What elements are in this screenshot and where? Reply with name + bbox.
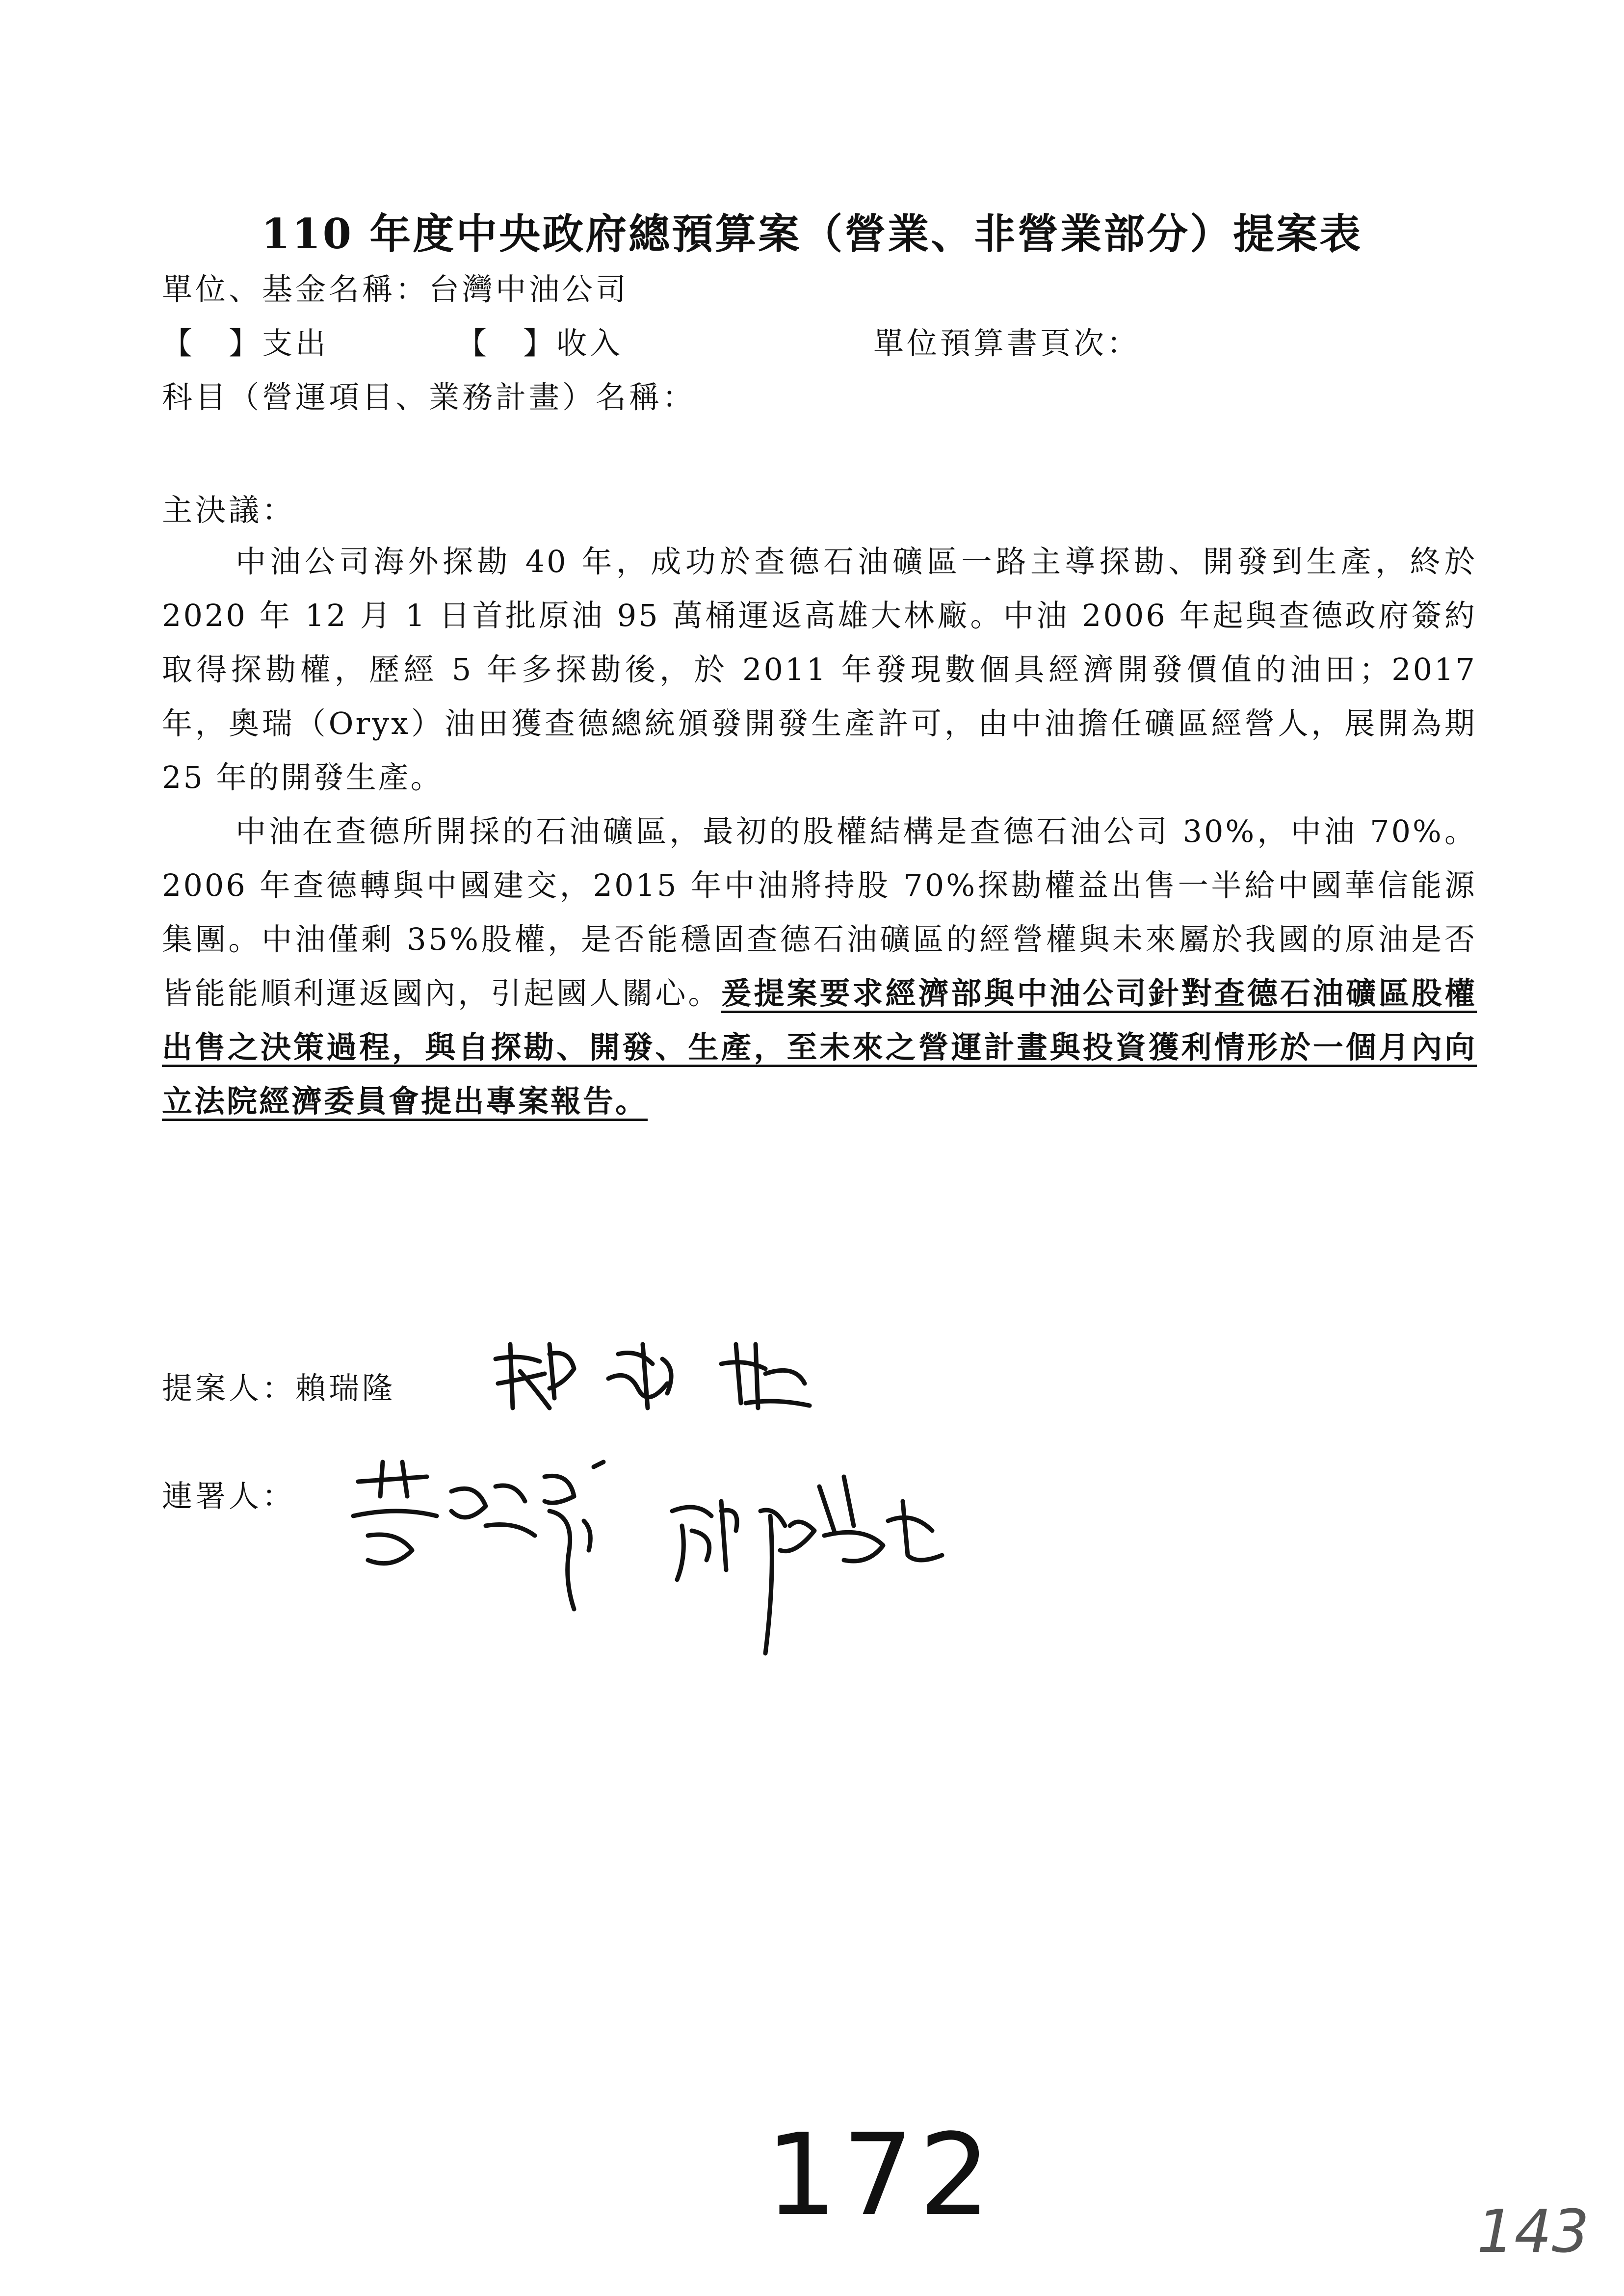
cosigner-signature-2 [657,1457,952,1663]
subject-label: 科目（營運項目、業務計畫）名稱： [162,379,696,415]
cosigner-label: 連署人： [162,1478,296,1514]
revenue-checkbox-label: 【 】收入 [456,325,624,361]
budget-page-ref-label: 單位預算書頁次： [873,325,1141,361]
page-number-corner: 143 [1477,2198,1590,2266]
resolution-emphasis: 爰提案要求經濟部與中油公司針對查德石油礦區股權出售之決策過程，與自探勘、開發、生產，至未來之營運計畫與投資獲利情形於一個月內向立法院經濟委員會提出專案報告。 [162,975,1477,1119]
cosigner-signature-1 [339,1452,613,1619]
resolution-paragraph-2 [162,805,1477,1128]
resolution-paragraph-2-text: 中油在查德所開採的石油礦區，最初的股權結構是查德石油公司 30%，中油 70%。2006 年查德轉與中國建交，2015 年中油將持股 70%探勘權益出售一半給中國華信能源集團。中油僅剩 35%股權，是否能穩固查德石油礦區的經營權與未來屬於我國的原油是否皆能能順利運返國內，引起國人關心。 [162,813,1477,1011]
page-title: 110 年度中央政府總預算案（營業、非營業部分）提案表 [261,209,1363,258]
proposer-label: 提案人：賴瑞隆 [162,1370,396,1406]
resolution-heading: 主決議： [162,492,296,528]
resolution-paragraph-1: 中油公司海外探勘 40 年，成功於查德石油礦區一路主導探勘、開發到生產，終於 2020 年 12 月 1 日首批原油 95 萬桶運返高雄大林廠。中油 2006 年起與查德政府簽約取得探勘權，歷經 5 年多探勘後，於 2011 年發現數個具經濟開發價值的油田；2017 年，奧瑞（Oryx）油田獲查德總統頒發開發生產許可，由中油擔任礦區經營人，展開為期 25 年的開發生產。 [162,544,1477,795]
proposer-signature [491,1325,824,1418]
page-number-main: 172 [765,2110,995,2241]
unit-name: 單位、基金名稱：台灣中油公司 [162,271,629,307]
resolution-body [162,535,1477,1128]
expense-checkbox-label: 【 】支出 [162,325,329,361]
